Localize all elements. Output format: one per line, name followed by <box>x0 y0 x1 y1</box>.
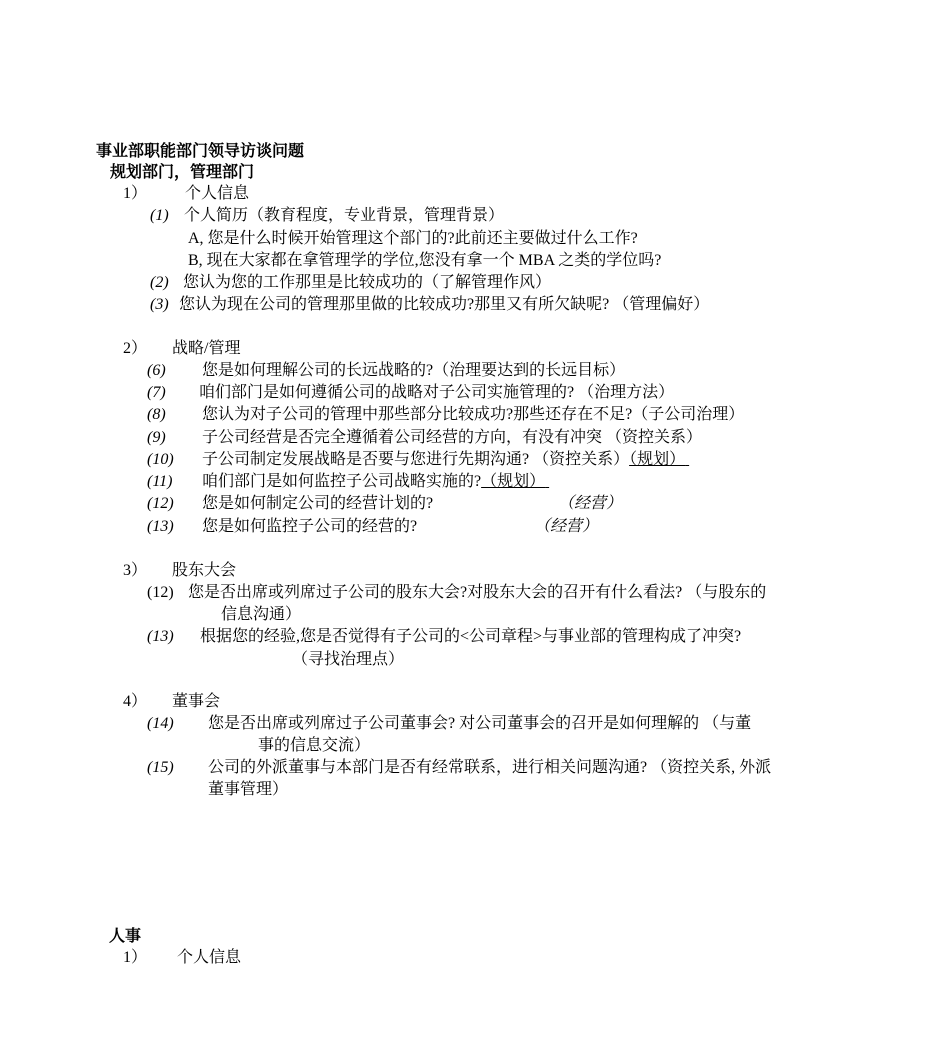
question-text: 咱们部门是如何遵循公司的战略对子公司实施管理的? （治理方法） <box>199 384 675 401</box>
question-text: 咱们部门是如何监控子公司战略实施的? <box>202 473 482 490</box>
question-15 <box>147 757 771 779</box>
question-tag: （规划） <box>629 451 686 468</box>
section-title: 股东大会 <box>172 562 237 579</box>
question-10 <box>147 449 689 471</box>
question-tag: （经营） <box>558 495 623 512</box>
section-2-heading <box>123 338 240 360</box>
question-number: (2) <box>150 274 169 291</box>
question-tag: （规划） <box>481 473 546 490</box>
question-number: (7) <box>147 384 166 401</box>
question-text: 您是否出席或列席过子公司的股东大会?对股东大会的召开有什么看法? （与股东的 <box>188 584 767 601</box>
question-number: (13) <box>147 518 174 535</box>
question-continuation: 信息沟通） <box>221 606 302 623</box>
section-3-heading <box>123 560 236 582</box>
question-number: (14) <box>147 715 174 732</box>
section-number: 1） <box>123 185 148 202</box>
section-title: 个人信息 <box>185 185 250 202</box>
question-13-charter <box>147 626 741 648</box>
question-text: 您是如何制定公司的经营计划的? <box>202 495 434 512</box>
section-title: 个人信息 <box>177 949 242 966</box>
question-1 <box>150 205 504 227</box>
question-12 <box>147 493 433 515</box>
question-text: 您认为现在公司的管理那里做的比较成功?那里又有所欠缺呢? （管理偏好） <box>179 296 710 313</box>
question-number: (3) <box>150 296 169 313</box>
question-text: 您是如何监控子公司的经营的? <box>202 518 418 535</box>
question-number: (12) <box>147 584 174 601</box>
section-number: 2） <box>123 340 148 357</box>
question-1-sub-a: A, 您是什么时候开始管理这个部门的?此前还主要做过什么工作? <box>188 230 638 247</box>
question-text: 您认为您的工作那里是比较成功的（了解管理作风） <box>183 274 552 291</box>
question-3 <box>150 294 709 316</box>
question-1-sub-b: B, 现在大家都在拿管理学的学位,您没有拿一个 MBA 之类的学位吗? <box>188 252 662 269</box>
question-2 <box>150 272 551 294</box>
hr-section-1-heading <box>123 947 241 969</box>
section-1-heading <box>123 183 249 205</box>
doc-subtitle: 规划部门，管理部门 <box>110 164 255 181</box>
question-number: (6) <box>147 362 166 379</box>
question-12-shareholders <box>147 582 766 604</box>
question-7 <box>147 382 674 404</box>
question-number: (1) <box>150 207 169 224</box>
question-text: 子公司经营是否完全遵循着公司经营的方向，有没有冲突 （资控关系） <box>202 429 703 446</box>
question-text: 您是如何理解公司的长远战略的?（治理要达到的长远目标） <box>202 362 626 379</box>
section-number: 4） <box>123 693 148 710</box>
question-8 <box>147 404 744 426</box>
hr-section-title: 人事 <box>109 928 142 945</box>
question-number: (8) <box>147 406 166 423</box>
question-14 <box>147 713 751 735</box>
question-continuation: 事的信息交流） <box>258 737 371 754</box>
question-6 <box>147 360 625 382</box>
question-text: 公司的外派董事与本部门是否有经常联系，进行相关问题沟通? （资控关系, 外派 <box>208 759 772 776</box>
question-tag: （经营） <box>534 518 599 535</box>
question-number: (12) <box>147 495 174 512</box>
question-number: (9) <box>147 429 166 446</box>
section-number: 3） <box>123 562 148 579</box>
section-number: 1） <box>123 949 148 966</box>
question-text: 您认为对子公司的管理中那些部分比较成功?那些还存在不足?（子公司治理） <box>202 406 745 423</box>
question-text: 子公司制定发展战略是否要与您进行先期沟通? （资控关系） <box>202 451 630 468</box>
question-text: 您是否出席或列席过子公司董事会? 对公司董事会的召开是如何理解的 （与董 <box>208 715 752 732</box>
question-text: 根据您的经验,您是否觉得有子公司的<公司章程>与事业部的管理构成了冲突? <box>200 628 742 645</box>
question-continuation: 董事管理） <box>208 781 289 798</box>
question-continuation: （寻找治理点） <box>292 651 405 668</box>
question-number: (15) <box>147 759 174 776</box>
question-number: (13) <box>147 628 174 645</box>
section-4-heading <box>123 691 220 713</box>
question-11 <box>147 471 549 493</box>
question-number: (11) <box>147 473 173 490</box>
question-13 <box>147 516 417 538</box>
question-number: (10) <box>147 451 174 468</box>
question-9 <box>147 427 702 449</box>
section-title: 董事会 <box>172 693 221 710</box>
doc-title: 事业部职能部门领导访谈问题 <box>96 143 305 160</box>
question-text: 个人简历（教育程度，专业背景，管理背景） <box>184 207 505 224</box>
section-title: 战略/管理 <box>172 340 241 357</box>
